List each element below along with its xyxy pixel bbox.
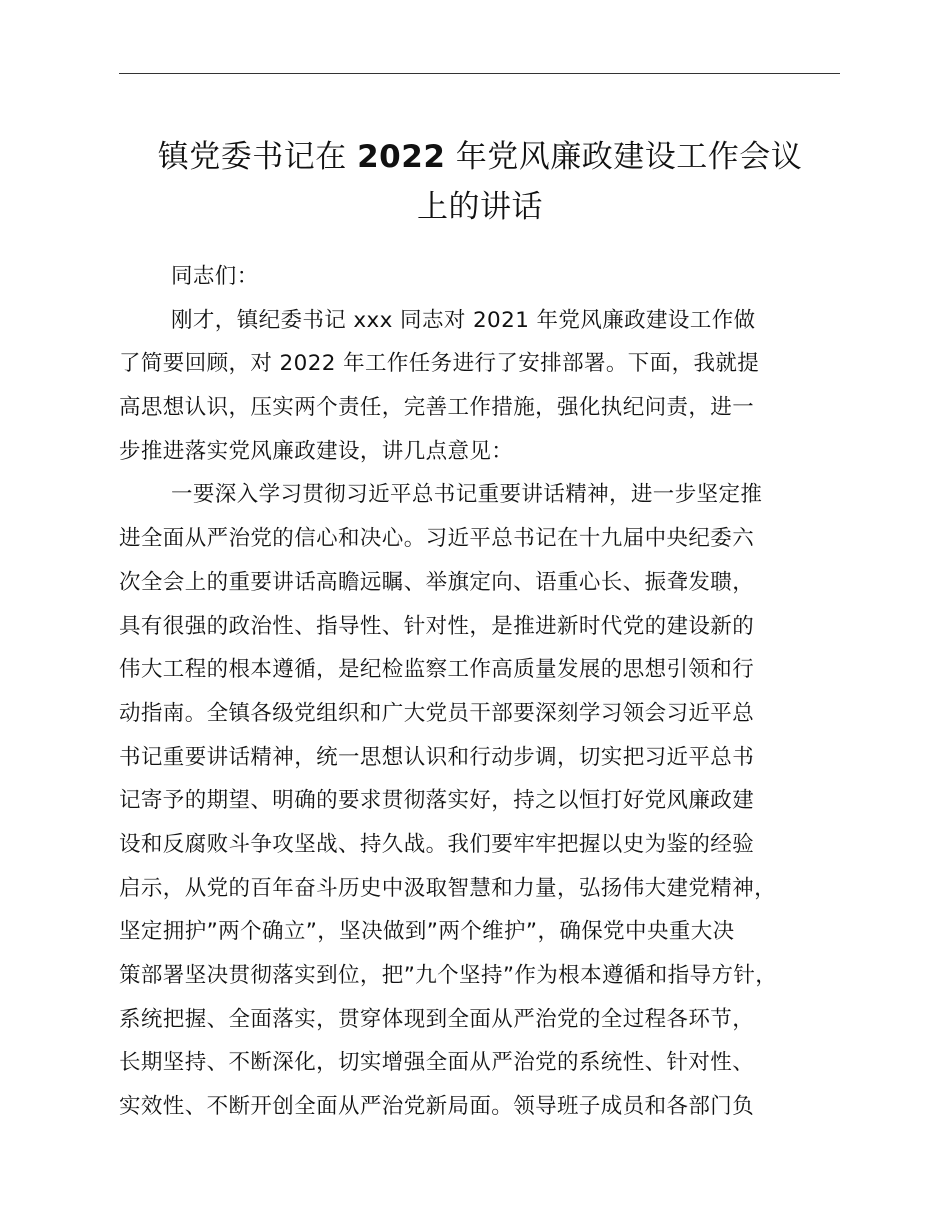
document-title: [100, 132, 860, 232]
paragraph-1: [119, 299, 854, 474]
paragraph-line: 一要深入学习贯彻习近平总书记重要讲话精神，进一步坚定推: [171, 482, 763, 508]
paragraph-line: 记寄予的期望、明确的要求贯彻落实好，持之以恒打好党风廉政建: [119, 788, 755, 814]
title-line-1: 镇党委书记在 2022 年党风廉政建设工作会议: [157, 139, 803, 175]
paragraph-line: 高思想认识，压实两个责任，完善工作措施，强化执纪问责，进一: [119, 395, 755, 421]
paragraph-line: 刚才，镇纪委书记 xxx 同志对 2021 年党风廉政建设工作做: [171, 307, 756, 333]
paragraph-line: 策部署坚决贯彻落实到位，把”九个坚持”作为根本遵循和指导方针，: [119, 963, 778, 988]
paragraph-line: 具有很强的政治性、指导性、针对性，是推进新时代党的建设新的: [119, 613, 755, 639]
header-rule: [119, 73, 840, 74]
paragraph-line: 次全会上的重要讲话高瞻远瞩、举旗定向、语重心长、振聋发聩，: [119, 569, 755, 595]
paragraph-line: 实效性、不断开创全面从严治党新局面。领导班子成员和各部门负: [119, 1094, 755, 1120]
paragraph-line: 系统把握、全面落实，贯穿体现到全面从严治党的全过程各环节，: [119, 1006, 755, 1032]
document-body: [119, 255, 854, 1129]
paragraph-line: 动指南。全镇各级党组织和广大党员干部要深刻学习领会习近平总: [119, 700, 755, 726]
paragraph-line: 进全面从严治党的信心和决心。习近平总书记在十九届中央纪委六: [119, 526, 755, 552]
paragraph-line: 设和反腐败斗争攻坚战、持久战。我们要牢牢把握以史为鉴的经验: [119, 831, 755, 857]
paragraph-line: 启示，从党的百年奋斗历史中汲取智慧和力量，弘扬伟大建党精神，: [119, 875, 777, 901]
paragraph-line: 坚定拥护”两个确立”，坚决做到”两个维护”，确保党中央重大决: [119, 919, 735, 945]
paragraph-line: 步推进落实党风廉政建设，讲几点意见：: [119, 438, 514, 464]
salutation: 同志们：: [171, 264, 259, 289]
paragraph-line: 书记重要讲话精神，统一思想认识和行动步调，切实把习近平总书: [119, 744, 755, 770]
paragraph-2: [119, 473, 854, 1128]
paragraph-line: 了简要回顾，对 2022 年工作任务进行了安排部署。下面，我就提: [119, 351, 760, 377]
paragraph-line: 伟大工程的根本遵循，是纪检监察工作高质量发展的思想引领和行: [119, 657, 755, 683]
paragraph-line: 长期坚持、不断深化，切实增强全面从严治党的系统性、针对性、: [119, 1050, 755, 1076]
title-line-2: 上的讲话: [417, 189, 543, 225]
